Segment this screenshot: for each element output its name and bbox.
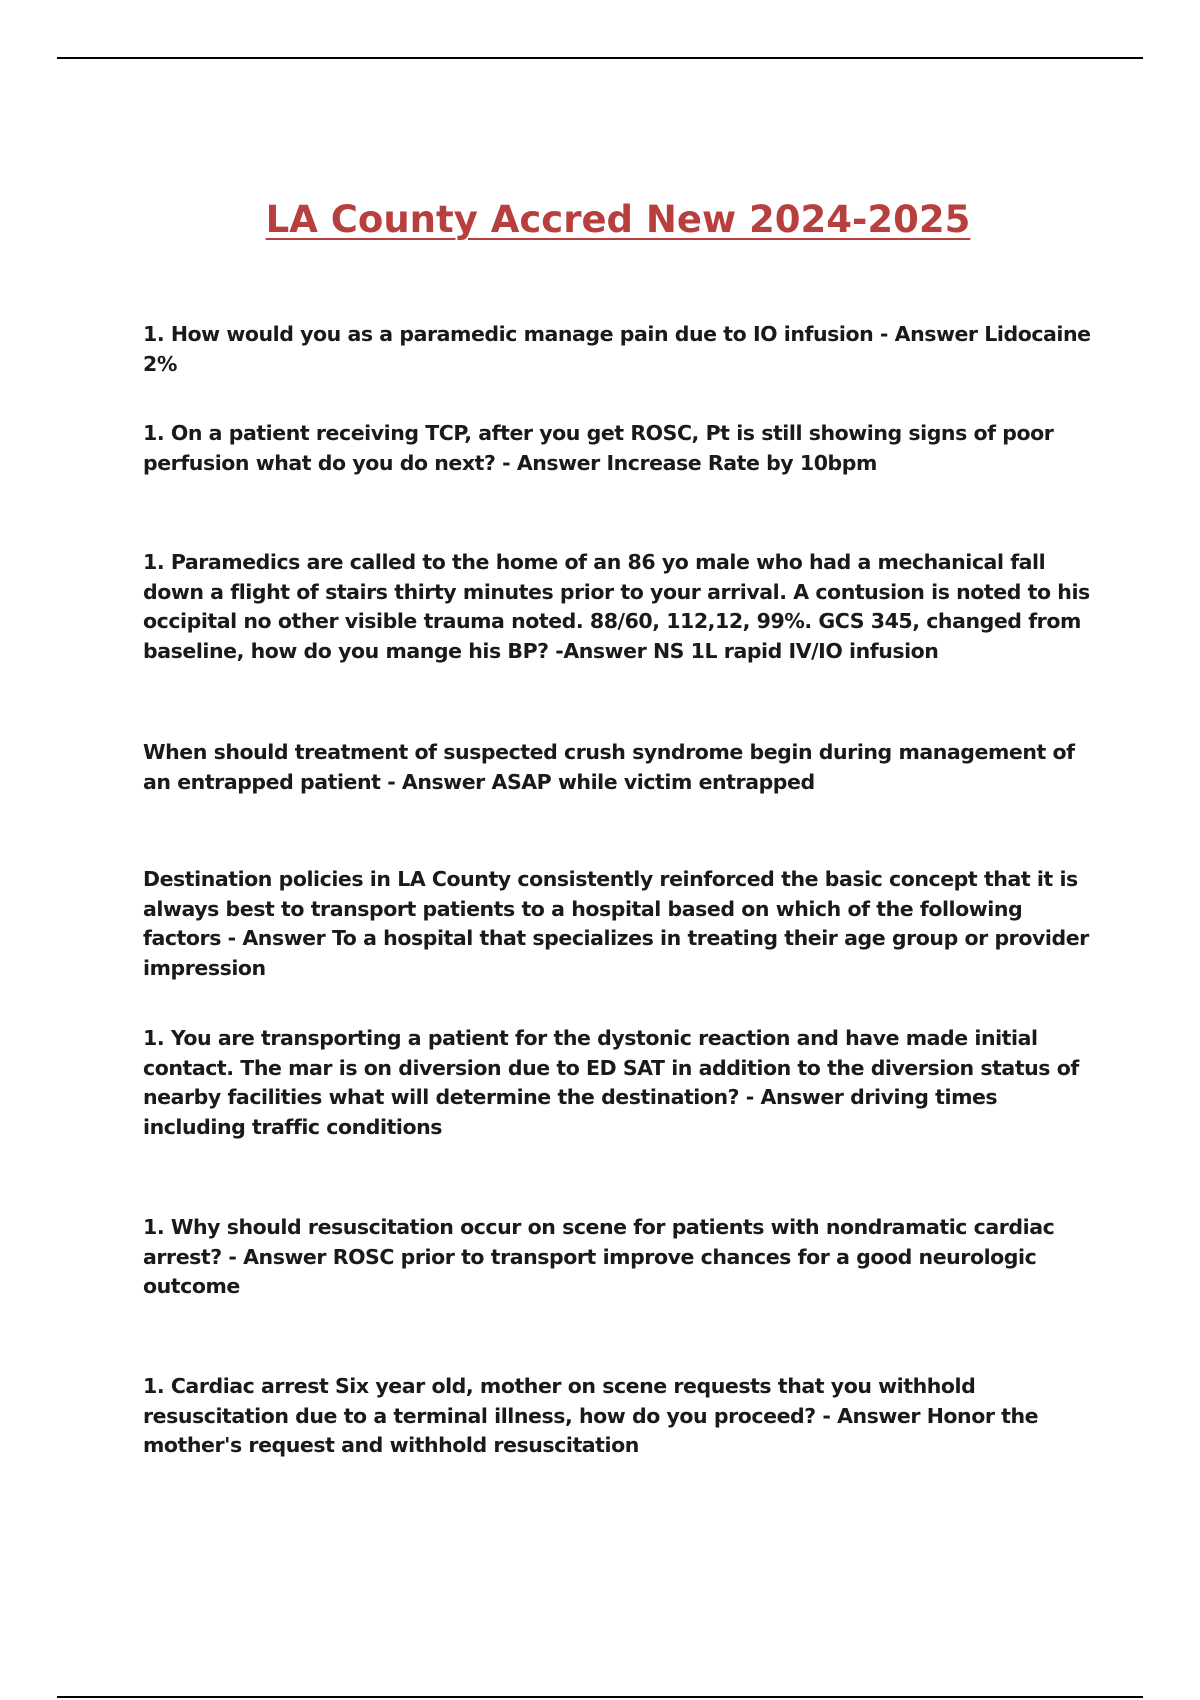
bottom-rule [57,1696,1143,1698]
question-answer-3: 1. Paramedics are called to the home of an 86 yo male who had a mechanical fall down a flight of stairs thirty minutes prior to your arrival. A contusion is noted to his occipital no other visible trauma noted. 88/60, 112,12, 99%. GCS 345, changed from baseline, how do you mange his BP? -Answer NS 1L rapid IV/IO infusion [143,550,1090,663]
question-answer-5: Destination policies in LA County consistently reinforced the basic concept that it is always best to transport patients to a hospital based on which of the following factors - Answer To a hospital that specializes in treating their age group or provider impression [143,867,1089,980]
question-answer-6: 1. You are transporting a patient for the dystonic reaction and have made initial contact. The mar is on diversion due to ED SAT in addition to the diversion status of nearby facilities what will determine the destination? - Answer driving times including traffic conditions [143,1026,1079,1139]
question-answer-7: 1. Why should resuscitation occur on scene for patients with nondramatic cardiac arrest? - Answer ROSC prior to transport improve chances for a good neurologic outcome [143,1215,1055,1298]
document-title: LA County Accred New 2024-2025 [265,198,971,241]
question-answer-1: 1. How would you as a paramedic manage pain due to IO infusion - Answer Lidocaine 2% [143,322,1091,376]
top-rule [57,57,1143,59]
question-answer-4: When should treatment of suspected crush syndrome begin during management of an entrapped patient - Answer ASAP while victim entrapped [143,740,1075,794]
question-answer-8: 1. Cardiac arrest Six year old, mother on scene requests that you withhold resuscitation due to a terminal illness, how do you proceed? - Answer Honor the mother's request and withhold resuscitation [143,1374,1039,1457]
question-answer-2: 1. On a patient receiving TCP, after you get ROSC, Pt is still showing signs of poor perfusion what do you do next? - Answer Increase Rate by 10bpm [143,421,1054,475]
